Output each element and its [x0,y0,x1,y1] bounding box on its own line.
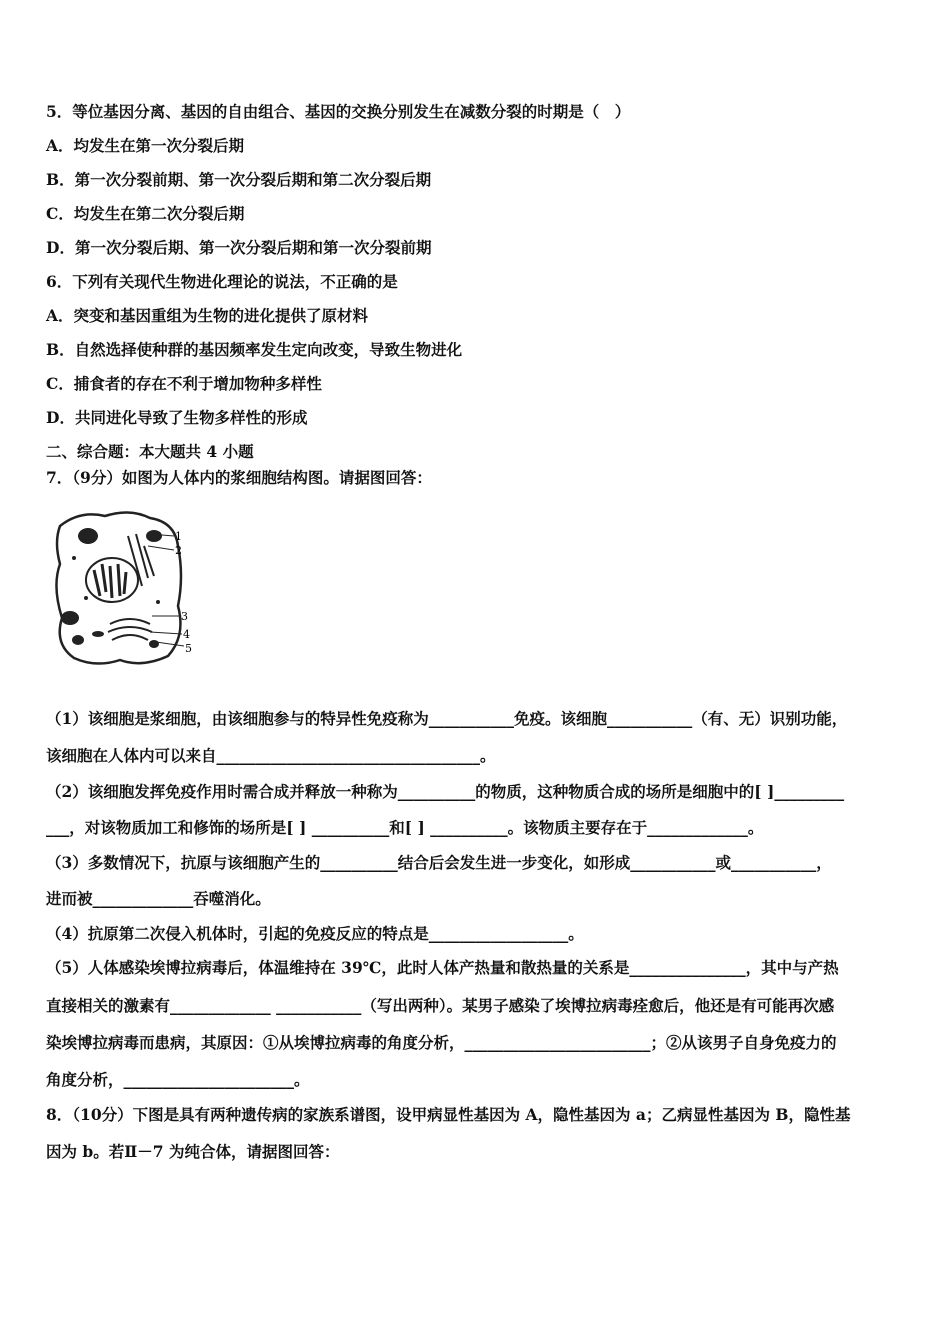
plasma-cell-figure [50,506,200,670]
q7-part3-line1: （3）多数情况下，抗原与该细胞产生的__________结合后会发生进一步变化，如形成___________或___________， [46,853,832,872]
q8-stem-line2: 因为 b。若Ⅱ－7 为纯合体，请据图回答： [46,1142,340,1161]
q6-option-c: C．捕食者的存在不利于增加物种多样性 [46,374,322,393]
q7-part4: （4）抗原第二次侵入机体时，引起的免疫反应的特点是__________________。 [46,924,584,943]
q5-option-a: A．均发生在第一次分裂后期 [46,136,245,155]
q7-part5-line1: （5）人体感染埃博拉病毒后，体温维持在 39℃，此时人体产热量和散热量的关系是_______________，其中与产热 [46,958,839,977]
q7-part1-line2: 该细胞在人体内可以来自__________________________________。 [46,746,496,765]
figure-label-2: 2 [175,544,182,557]
q6-option-a: A．突变和基因重组为生物的进化提供了原材料 [46,306,369,325]
q5-option-d: D．第一次分裂后期、第一次分裂后期和第一次分裂前期 [46,238,432,257]
q8-stem-line1: 8．（10分）下图是具有两种遗传病的家族系谱图，设甲病显性基因为 A，隐性基因为 a；乙病显性基因为 B，隐性基 [46,1105,851,1124]
q7-part3-line2: 进而被_____________吞噬消化。 [46,889,271,908]
figure-label-5: 5 [185,642,192,655]
plasma-cell-diagram [50,506,200,670]
q7-stem: 7．（9分）如图为人体内的浆细胞结构图。请据图回答： [46,468,432,487]
q5-stem: 5．等位基因分离、基因的自由组合、基因的交换分别发生在减数分裂的时期是（ ） [46,102,631,121]
q7-part2-line2: ___，对该物质加工和修饰的场所是[ ] __________和[ ] __________。该物质主要存在于_____________。 [46,818,764,837]
q7-part1-line1: （1）该细胞是浆细胞，由该细胞参与的特异性免疫称为___________免疫。该细胞___________（有、无）识别功能， [46,709,848,728]
q6-option-b: B．自然选择使种群的基因频率发生定向改变，导致生物进化 [46,340,463,359]
q5-option-c: C．均发生在第二次分裂后期 [46,204,245,223]
section-heading: 二、综合题：本大题共 4 小题 [46,442,254,461]
q7-part5-line4: 角度分析，______________________。 [46,1070,310,1089]
figure-label-3: 3 [181,610,188,623]
figure-label-4: 4 [183,628,190,641]
q5-option-b: B．第一次分裂前期、第一次分裂后期和第二次分裂后期 [46,170,432,189]
q7-part2-line1: （2）该细胞发挥免疫作用时需合成并释放一种称为__________的物质，这种物质合成的场所是细胞中的[ ]_________ [46,782,845,801]
q6-stem: 6．下列有关现代生物进化理论的说法，不正确的是 [46,272,398,291]
q7-part5-line3: 染埃博拉病毒而患病，其原因：①从埃博拉病毒的角度分析，________________________；②从该男子自身免疫力的 [46,1033,837,1052]
q6-option-d: D．共同进化导致了生物多样性的形成 [46,408,308,427]
q7-part5-line2: 直接相关的激素有_____________ ___________（写出两种）。某男子感染了埃博拉病毒痊愈后，他还是有可能再次感 [46,996,835,1015]
figure-label-1: 1 [175,530,182,543]
